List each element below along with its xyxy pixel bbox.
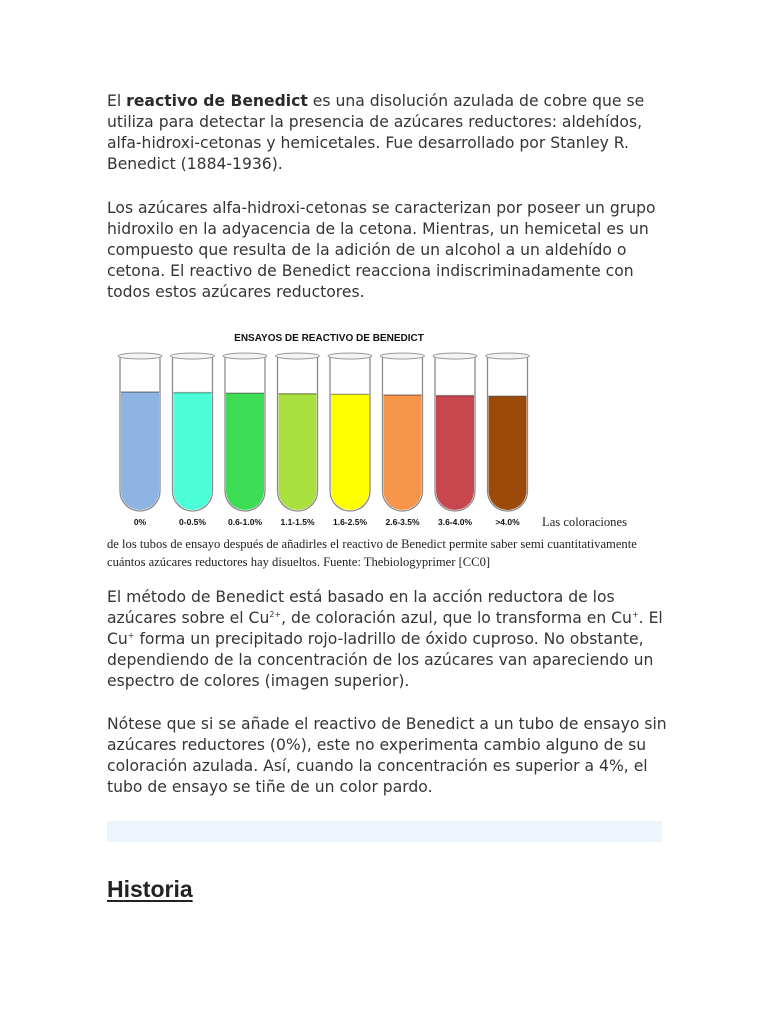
paragraph-notese: Nótese que si se añade el reactivo de Benedict a un tubo de ensayo sin azúcares reductores (0%), este no experimenta cambio alguno de su coloración azulada. Así, cuando la concentración es superior a 4%, el tubo de ensayo se tiñe de un color pardo. <box>107 715 667 796</box>
paragraph-alfa-hidroxi: Los azúcares alfa-hidroxi-cetonas se caracterizan por poseer un grupo hidroxilo en la adyacencia de la cetona. Mientras, un hemicetal es un compuesto que resulta de la adición de un alcohol a un aldehído o cetona. El reactivo de Benedict reacciona indiscriminadamente con todos estos azúcares reductores. <box>107 199 656 301</box>
tube-label: 0% <box>133 517 147 527</box>
paragraph3-part3: . El Cu <box>107 609 663 648</box>
tube-liquid <box>489 396 527 510</box>
tube-rim <box>118 353 162 359</box>
paragraph-benedict-intro <box>107 91 667 175</box>
tube-label: 0-0.5% <box>179 517 206 527</box>
tube-label: 2.6-3.5% <box>385 517 420 527</box>
blank-banner <box>107 821 662 842</box>
tube-rim <box>486 353 530 359</box>
paragraph1-prefix: El <box>107 92 127 110</box>
tube-rim <box>381 353 425 359</box>
tube-liquid <box>331 394 369 510</box>
tube-label: 0.6-1.0% <box>227 517 263 527</box>
charge-superscript-plus-2: + <box>127 630 135 640</box>
tube-liquid <box>121 392 159 510</box>
test-tubes-illustration <box>107 326 537 532</box>
paragraph-metodo <box>107 587 667 692</box>
benedict-test-figure <box>107 326 537 532</box>
tube-rim <box>171 353 215 359</box>
paragraph1-bold-term: reactivo de Benedict <box>126 92 308 110</box>
paragraph3-part2: , de coloración azul, que lo transforma en Cu <box>281 609 632 627</box>
tube-liquid <box>436 396 474 510</box>
tube-rim <box>328 353 372 359</box>
paragraph3-part1: El método de Benedict está basado en la acción reductora de los azúcares sobre el Cu <box>107 588 615 627</box>
charge-superscript-2plus: 2+ <box>269 609 282 619</box>
tube-liquid <box>174 393 212 510</box>
tube-rim <box>433 353 477 359</box>
caption-text: de los tubos de ensayo después de añadirles el reactivo de Benedict permite saber semi cuantitativamente cuántos azúcares reductores hay disueltos. Fuente: Thebiologyprimer [CC0] <box>107 537 637 569</box>
tube-rim <box>223 353 267 359</box>
tube-rim <box>276 353 320 359</box>
paragraph3-part4: forma un precipitado rojo-ladrillo de óxido cuproso. No obstante, dependiendo de la concentración de los azúcares van apareciendo un espectro de colores (imagen superior). <box>107 630 654 690</box>
figure-title: ENSAYOS DE REACTIVO DE BENEDICT <box>234 333 424 344</box>
tube-label: 1.1-1.5% <box>280 517 315 527</box>
tube-liquid <box>384 395 422 510</box>
caption-start: Las coloraciones <box>542 515 627 529</box>
tube-liquid <box>279 394 317 510</box>
tube-label: >4.0% <box>495 517 520 527</box>
charge-superscript-plus: + <box>631 609 639 619</box>
section-heading-historia: Historia <box>107 876 193 902</box>
paragraph1-suffix: es una disolución azulada de cobre que se utiliza para detectar la presencia de azúcares reductores: aldehídos, alfa-hidroxi-cetonas y hemicetales. Fue desarrollado por Stanley R. Benedict (1884-1936). <box>107 92 645 173</box>
tube-label: 3.6-4.0% <box>437 517 473 527</box>
tube-label: 1.6-2.5% <box>332 517 368 527</box>
tube-liquid <box>226 393 264 510</box>
